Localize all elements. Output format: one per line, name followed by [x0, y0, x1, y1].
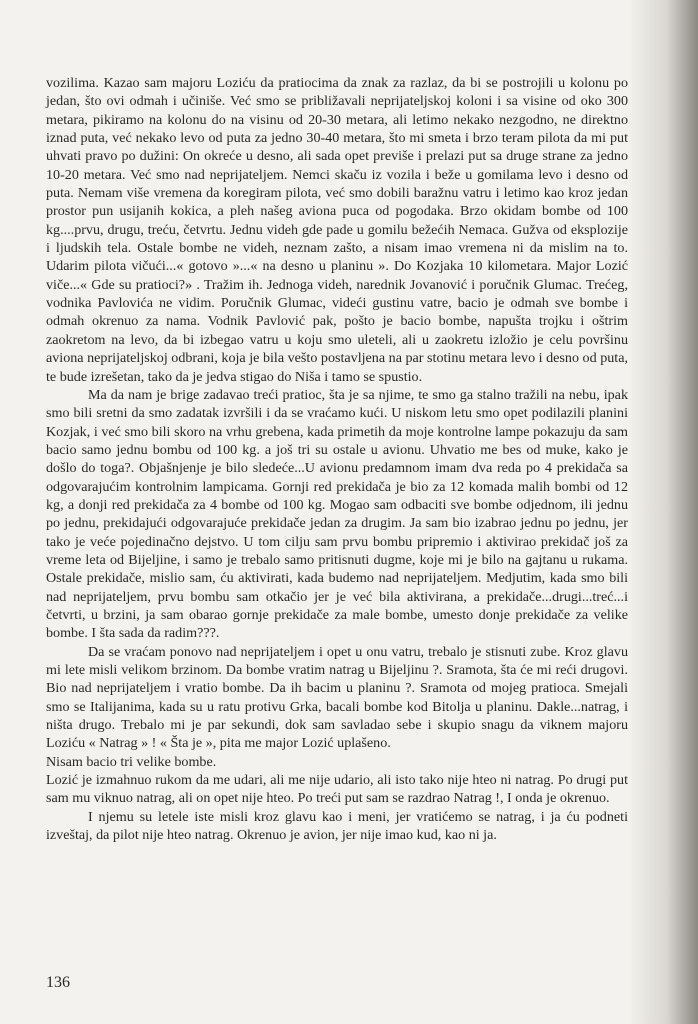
page-body-text — [46, 74, 628, 844]
paragraph: I njemu su letele iste misli kroz glavu kao i meni, jer vratićemo se natrag, i ja ću podneti izveštaj, da pilot nije hteo natrag. Okrenuo je avion, jer nije imao kud, kao ni ja. — [46, 808, 628, 844]
paragraph: Nisam bacio tri velike bombe. — [46, 753, 217, 770]
paragraph: Lozić je izmahnuo rukom da me udari, ali me nije udario, ali isto tako nije hteo ni natrag. Po drugi put sam mu viknuo natrag, ali on opet nije hteo. Po treći put sam se razdrao Natrag !, I onda je okrenuo. — [46, 772, 628, 807]
paragraph: vozilima. Kazao sam majoru Loziću da pratiocima da znak za razlaz, da bi se postrojili u kolonu po jedan, što ovi odmah i učiniše. Već smo se približavali neprijateljskoj koloni i sa visine od oko 300 metara, pikiramo na kolonu do na visinu od 20-30 metara, ali letimo nekako nezgodno, ne direktno iznad puta, već nekako levo od puta za jedno 30-40 metara, što mi smeta i brzo teram pilota da mi put uhvati pravo po dužini: On okreće u desno, ali sada opet previše i prelazi put sa druge strane za jedno 10-20 metara. Već smo nad neprijateljem. Nemci skaču iz vozila i beže u gomilama levo i desno od puta. Nemam više vremena da koregiram pilota, već smo dobili baražnu vatru i letimo kao kroz jedan prostor pun usijanih kokica, a pleh našeg aviona puca od pogodaka. Brzo okidam bombe od 100 kg....prvu, drugu, treću, četvrtu. Jednu videh gde pade u gomilu bežećih Nemaca. Gužva od eksplozije i ljudskih tela. Ostale bombe ne videh, neznam zašto, a nisam imao vremena ni da mislim na to. Udarim pilota vičući...« gotovo »...« na desno u planinu ». Do Kozjaka 10 kilometara. Major Lozić viče...« Gde su pratioci?» . Tražim ih. Jednoga videh, narednik Jovanović i poručnik Glumac. Trećeg, vodnika Pavlovića ne vidim. Poručnik Glumac, videći gustinu vatre, bacio je odmah sve bombe i odmah okrenuo za nama. Vodnik Pavlović pak, pošto je bacio bombe, napušta trojku i oštrim zaokretom na levo, da bi izbegao vatru u koju smo uleteli, ali u zaokretu izložio je celu površinu aviona neprijateljskoj odbrani, koja je bila vešto postavljena na par stotinu metara levo i desno od puta, te bude izrešetan, tako da je jedva stigao do Niša i tamo se spustio. — [46, 75, 628, 385]
paragraph: Ma da nam je brige zadavao treći pratioc, šta je sa njime, te smo ga stalno tražili na nebu, ipak smo bili sretni da smo zadatak izvršili i da se vraćamo kući. U niskom letu smo opet podilazili planini Kozjak, i već smo bili skoro na vrhu grebena, kada primetih da moje kontrolne lampe pokazuju da sam bacio samo jednu bombu od 100 kg. a još tri su ostale u avionu. Uhvatio me bes od muke, kako je došlo do toga?. Objašnjenje je bilo sledeće...U avionu predamnom imam dva reda po 4 prekidača sa odgovarajućim kontrolnim lampicama. Gornji red prekidača je bio za 12 komada malih bombi od 12 kg, a donji red prekidača za 4 bombe od 100 kg. Mogao sam odbaciti sve bombe odjednom, ili jednu po jednu, prekidajući odgovarajuće prekidače jedan za drugim. Ja sam bio izabrao jednu po jednu, jer tako je veće pojedinačno dejstvo. U tom cilju sam prvu bombu pripremio i aktivirao prekidač još za vreme leta od Bijeljine, i samo je trebalo samo pritisnuti dugme, koje mi je bilo na gajtanu u rukama. Ostale prekidače, mislio sam, ću aktivirati, kada budemo nad neprijateljem. Medjutim, kada smo bili nad neprijateljem, prvu bombu sam otkačio jer je već bila aktivirana, a prekidače...drugi...treć...i četvrti, u brzini, ja sam obarao gornje prekidače za male bombe, umesto donje prekidače za velike bombe. I šta sada da radim???. — [46, 386, 628, 642]
page-number: 136 — [46, 974, 70, 991]
paragraph: Da se vraćam ponovo nad neprijateljem i opet u onu vatru, trebalo je stisnuti zube. Kroz glavu mi lete misli velikom brzinom. Da bombe vratim natrag u Bijeljinu ?. Sramota, šta će mi reći drugovi. Bio nad neprijateljem i vratio bombe. Da ih bacim u planinu ?. Sramota od mojeg pratioca. Smejali smo se Italijanima, kada su u ratu protivu Grka, bacali bombe kod Bitolja u planinu. Dakle...natrag, i ništa drugo. Trebalo mi je par sekundi, dok sam savladao sebe i skupio snagu da viknem majoru Loziću « Natrag » ! « Šta je », pita me major Lozić uplašeno. — [46, 643, 628, 752]
page-gutter-shadow — [628, 0, 698, 1024]
